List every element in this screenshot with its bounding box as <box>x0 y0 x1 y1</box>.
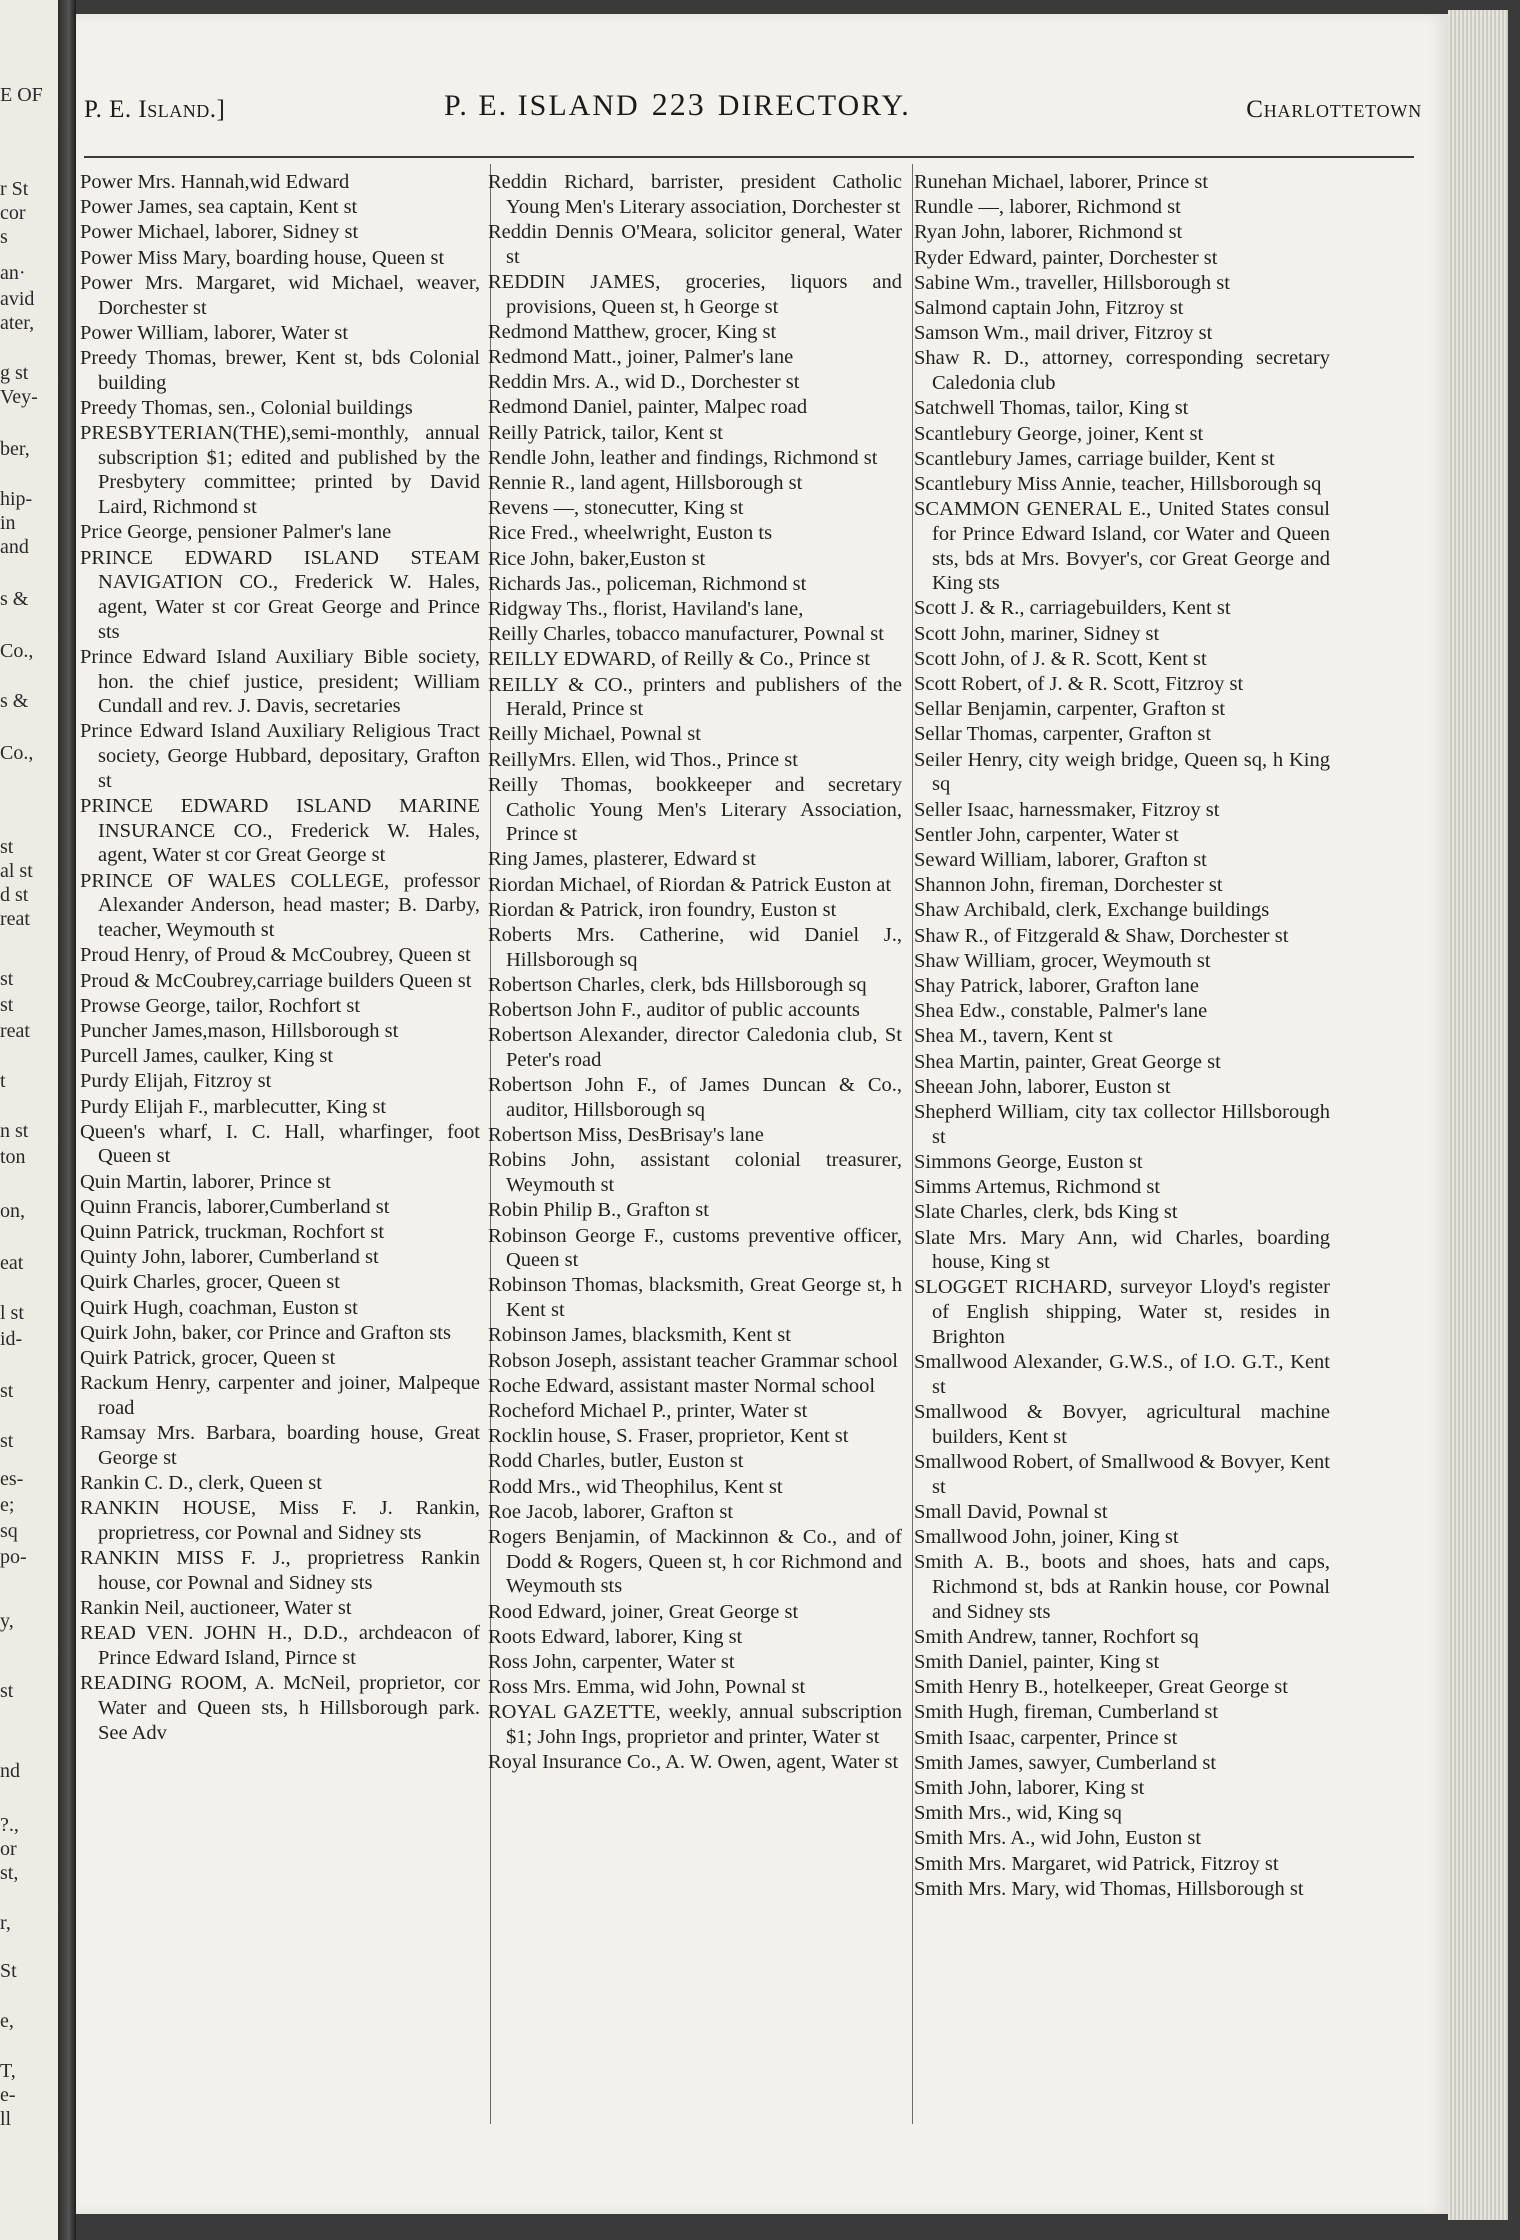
directory-entry: Sellar Thomas, carpenter, Grafton st <box>914 723 1212 746</box>
facing-page-fragment: st <box>0 836 14 858</box>
header-right: Charlottetown <box>1246 96 1422 123</box>
directory-entry: Reddin Dennis O'Meara, solicitor general, Water st <box>488 220 902 268</box>
directory-entry: Rocklin house, S. Fraser, proprietor, Kent st <box>488 1425 849 1448</box>
directory-entry: Scott J. & R., carriagebuilders, Kent st <box>914 597 1231 620</box>
directory-entry: Ridgway Ths., florist, Haviland's lane, <box>488 597 804 620</box>
directory-entry: Slate Mrs. Mary Ann, wid Charles, boarding house, King st <box>914 1226 1330 1274</box>
facing-page-fragment: ?., <box>0 1814 19 1836</box>
facing-page-fragment: Co., <box>0 742 34 764</box>
facing-page-fragment: g st <box>0 362 29 384</box>
directory-entry: READING ROOM, A. McNeil, proprietor, cor Water and Queen sts, h Hillsborough park. See Adv <box>80 1672 480 1744</box>
directory-entry: Reddin Richard, barrister, president Catholic Young Men's Literary association, Dorchester st <box>488 171 902 218</box>
facing-page-fragment: st <box>0 994 14 1016</box>
directory-entry: Ryan John, laborer, Richmond st <box>914 221 1183 244</box>
directory-entry: Power James, sea captain, Kent st <box>80 196 358 219</box>
directory-entry: PRESBYTERIAN(THE),semi-monthly, annual subscription $1; edited and published by the Presbytery committee; printed by David Laird, Richmond st <box>80 422 480 519</box>
book-gutter <box>58 0 76 2240</box>
directory-entry: Power Miss Mary, boarding house, Queen st <box>80 246 445 269</box>
directory-entry: Shaw R. D., attorney, corresponding secretary Caledonia club <box>914 347 1330 395</box>
directory-entry: Smallwood Alexander, G.W.S., of I.O. G.T., Kent st <box>914 1351 1330 1398</box>
directory-entry: Power Mrs. Margaret, wid Michael, weaver, Dorchester st <box>80 271 480 319</box>
facing-page-fragment: ber, <box>0 438 30 460</box>
directory-entry: Riordan Michael, of Riordan & Patrick Euston at <box>488 873 892 896</box>
directory-entry: Robinson James, blacksmith, Kent st <box>488 1324 791 1347</box>
directory-entry: Smallwood John, joiner, King st <box>914 1525 1179 1548</box>
facing-page-fragment: r St <box>0 178 29 200</box>
facing-page-fragment: eat <box>0 1252 24 1274</box>
directory-entry: Robins John, assistant colonial treasurer, Weymouth st <box>488 1149 902 1197</box>
directory-entry: Smith Mrs. A., wid John, Euston st <box>914 1827 1202 1850</box>
directory-entry: Smith Isaac, carpenter, Prince st <box>914 1726 1178 1749</box>
facing-page-fragment: s <box>0 226 8 248</box>
directory-entry: Roberts Mrs. Catherine, wid Daniel J., Hillsborough sq <box>488 924 902 971</box>
directory-entry: Shay Patrick, laborer, Grafton lane <box>914 975 1199 997</box>
directory-entry: Roots Edward, laborer, King st <box>488 1625 743 1648</box>
directory-entry: Smith Mrs. Margaret, wid Patrick, Fitzroy st <box>914 1852 1279 1875</box>
directory-entry: Shaw Archibald, clerk, Exchange buildings <box>914 899 1270 922</box>
directory-entry: Scantlebury Miss Annie, teacher, Hillsborough sq <box>914 472 1322 495</box>
directory-entry: Scott John, of J. & R. Scott, Kent st <box>914 647 1207 670</box>
directory-entry: Small David, Pownal st <box>914 1500 1108 1523</box>
facing-page-fragment: t <box>0 1070 6 1092</box>
directory-entry: Runehan Michael, laborer, Prince st <box>914 171 1209 193</box>
directory-entry: Rice John, baker,Euston st <box>488 547 706 570</box>
directory-entry: Shannon John, fireman, Dorchester st <box>914 874 1223 897</box>
directory-entry: Smith Andrew, tanner, Rochfort sq <box>914 1625 1199 1648</box>
directory-entry: Prince Edward Island Auxiliary Bible society, hon. the chief justice, president; William Cundall and rev. J. Davis, secretaries <box>80 645 480 718</box>
directory-entry: Quirk John, baker, cor Prince and Grafton sts <box>80 1321 451 1344</box>
directory-entry: Simms Artemus, Richmond st <box>914 1176 1161 1199</box>
column-divider <box>912 164 913 2124</box>
header-center <box>444 86 911 123</box>
directory-entry: Samson Wm., mail driver, Fitzroy st <box>914 322 1213 345</box>
facing-page-fragment: e- <box>0 2084 16 2106</box>
directory-entry: Quirk Hugh, coachman, Euston st <box>80 1296 358 1319</box>
directory-entry: Scantlebury James, carriage builder, Kent st <box>914 447 1275 470</box>
directory-entry: Rendle John, leather and findings, Richmond st <box>488 446 878 469</box>
directory-entry: Purcell James, caulker, King st <box>80 1045 334 1068</box>
directory-entry: Shepherd William, city tax collector Hillsborough st <box>914 1101 1330 1148</box>
directory-entry: Puncher James,mason, Hillsborough st <box>80 1019 399 1042</box>
directory-entry: Shea Martin, painter, Great George st <box>914 1050 1221 1073</box>
facing-page-fragment: E OF <box>0 84 43 106</box>
facing-page-fragment: nd <box>0 1760 20 1782</box>
facing-page-fragment: id- <box>0 1328 23 1350</box>
directory-entry: Smallwood Robert, of Smallwood & Bovyer, Kent st <box>914 1450 1330 1498</box>
directory-entry: Robinson George F., customs preventive officer, Queen st <box>488 1224 902 1272</box>
directory-entry: Rice Fred., wheelwright, Euston ts <box>488 522 773 545</box>
directory-entry: Smallwood & Bovyer, agricultural machine builders, Kent st <box>914 1400 1330 1448</box>
column-3 <box>914 170 1330 2130</box>
directory-entry: Smith Henry B., hotelkeeper, Great George st <box>914 1676 1288 1699</box>
directory-entry: Rundle —, laborer, Richmond st <box>914 196 1181 219</box>
directory-entry: Rogers Benjamin, of Mackinnon & Co., and of Dodd & Rogers, Queen st, h cor Richmond and Weymouth sts <box>488 1525 902 1598</box>
directory-entry: REILLY & CO., printers and publishers of the Herald, Prince st <box>488 673 902 721</box>
directory-entry: Roe Jacob, laborer, Grafton st <box>488 1500 734 1523</box>
directory-entry: Prowse George, tailor, Rochfort st <box>80 994 361 1017</box>
directory-entry: Simmons George, Euston st <box>914 1150 1143 1173</box>
directory-entry: SLOGGET RICHARD, surveyor Lloyd's register of English shipping, Water st, resides in Brighton <box>914 1276 1330 1348</box>
directory-entry: Salmond captain John, Fitzroy st <box>914 297 1184 320</box>
directory-entry: ReillyMrs. Ellen, wid Thos., Prince st <box>488 748 798 771</box>
facing-page-fragment: reat <box>0 1020 30 1042</box>
directory-entry: Shaw R., of Fitzgerald & Shaw, Dorchester st <box>914 924 1289 947</box>
facing-page-fragment: T, <box>0 2060 16 2082</box>
directory-entry: RANKIN HOUSE, Miss F. J. Rankin, proprietress, cor Pownal and Sidney sts <box>80 1497 480 1544</box>
facing-page-fragment: st <box>0 1430 14 1452</box>
directory-entry: Ryder Edward, painter, Dorchester st <box>914 246 1218 269</box>
directory-entry: READ VEN. JOHN H., D.D., archdeacon of Prince Edward Island, Pirnce st <box>80 1622 480 1669</box>
directory-entry: Ross John, carpenter, Water st <box>488 1650 735 1673</box>
header-title-end: DIRECTORY. <box>717 89 911 122</box>
facing-page-fragment: in <box>0 512 16 534</box>
facing-page-fragment: st, <box>0 1862 19 1884</box>
directory-entry: Quirk Patrick, grocer, Queen st <box>80 1347 336 1370</box>
directory-entry: Robertson John F., of James Duncan & Co., auditor, Hillsborough sq <box>488 1074 902 1122</box>
directory-entry: Redmond Matt., joiner, Palmer's lane <box>488 345 794 368</box>
directory-entry: SCAMMON GENERAL E., United States consul for Prince Edward Island, cor Water and Queen sts, bds at Mrs. Bovyer's, cor Great George and King sts <box>914 498 1330 595</box>
facing-page-fragment: n st <box>0 1120 29 1142</box>
facing-page-fragment: r, <box>0 1912 11 1934</box>
directory-entry: Purdy Elijah F., marblecutter, King st <box>80 1095 387 1118</box>
column-2 <box>488 170 902 2130</box>
facing-page-fragment: st <box>0 968 14 990</box>
directory-entry: Scott John, mariner, Sidney st <box>914 622 1160 645</box>
directory-entry: Rodd Charles, butler, Euston st <box>488 1450 744 1473</box>
directory-entry: Riordan & Patrick, iron foundry, Euston st <box>488 898 837 921</box>
facing-page-fragment: es- <box>0 1468 24 1490</box>
facing-page-fragment: an· <box>0 262 26 284</box>
directory-page <box>76 14 1448 2214</box>
directory-entry: PRINCE EDWARD ISLAND MARINE INSURANCE CO., Frederick W. Hales, agent, Water st cor Great George st <box>80 795 480 867</box>
facing-page-fragment: reat <box>0 908 30 930</box>
directory-entry: ROYAL GAZETTE, weekly, annual subscription $1; John Ings, proprietor and printer, Water st <box>488 1701 902 1749</box>
directory-entry: Reilly Michael, Pownal st <box>488 723 701 746</box>
facing-page-fragment: Vey- <box>0 386 38 408</box>
facing-page-fragment: s & <box>0 588 29 610</box>
facing-page-fragment: e; <box>0 1494 15 1516</box>
page-stack-edges <box>1448 10 1508 2220</box>
directory-entry: Shea M., tavern, Kent st <box>914 1025 1113 1048</box>
facing-page-fragment: Co., <box>0 640 34 662</box>
directory-entry: Revens —, stonecutter, King st <box>488 497 744 520</box>
directory-entry: Quinn Francis, laborer,Cumberland st <box>80 1195 390 1218</box>
directory-entry: Ring James, plasterer, Edward st <box>488 848 756 871</box>
facing-page-fragment: e, <box>0 2010 14 2032</box>
facing-page-fragment: ton <box>0 1146 26 1168</box>
facing-page-fragment: sq <box>0 1520 18 1542</box>
directory-entry: Redmond Matthew, grocer, King st <box>488 320 777 343</box>
facing-page-fragment: po- <box>0 1546 27 1568</box>
directory-entry: Rennie R., land agent, Hillsborough st <box>488 471 803 494</box>
directory-entry: Sabine Wm., traveller, Hillsborough st <box>914 271 1230 294</box>
directory-entry: Reddin Mrs. A., wid D., Dorchester st <box>488 371 800 394</box>
directory-entry: Seller Isaac, harnessmaker, Fitzroy st <box>914 798 1220 821</box>
directory-entry: Reilly Thomas, bookkeeper and secretary Catholic Young Men's Literary Association, Prince st <box>488 773 902 846</box>
directory-entry: Preedy Thomas, brewer, Kent st, bds Colonial building <box>80 346 480 394</box>
directory-entry: Ramsay Mrs. Barbara, boarding house, Great George st <box>80 1422 480 1469</box>
directory-entry: Satchwell Thomas, tailor, King st <box>914 397 1189 420</box>
directory-entry: Quirk Charles, grocer, Queen st <box>80 1271 340 1294</box>
directory-entry: Smith John, laborer, King st <box>914 1777 1145 1799</box>
directory-entry: Quinn Patrick, truckman, Rochfort st <box>80 1221 385 1244</box>
facing-page-fragment: s & <box>0 690 29 712</box>
facing-page-fragment: ater, <box>0 312 35 334</box>
directory-entry: Sheean John, laborer, Euston st <box>914 1075 1171 1098</box>
directory-entry: Smith Mrs. Mary, wid Thomas, Hillsborough st <box>914 1877 1304 1900</box>
facing-page-fragment: cor <box>0 202 26 224</box>
facing-page-fragment: l st <box>0 1302 24 1324</box>
directory-entry: Robinson Thomas, blacksmith, Great George st, h Kent st <box>488 1274 902 1322</box>
directory-entry: Richards Jas., policeman, Richmond st <box>488 572 807 595</box>
directory-entry: Proud Henry, of Proud & McCoubrey, Queen st <box>80 944 471 967</box>
directory-entry: Power Michael, laborer, Sidney st <box>80 221 359 244</box>
header-title: P. E. ISLAND <box>444 89 640 122</box>
directory-entry: Power William, laborer, Water st <box>80 321 349 344</box>
facing-page-fragment: or <box>0 1838 17 1860</box>
facing-page-fragment: d st <box>0 884 29 906</box>
directory-entry: Roche Edward, assistant master Normal school <box>488 1374 876 1397</box>
facing-page-fragment: y, <box>0 1610 14 1632</box>
directory-entry: Sellar Benjamin, carpenter, Grafton st <box>914 698 1226 721</box>
facing-page-fragment: and <box>0 536 29 558</box>
facing-page-fragment: on, <box>0 1200 25 1222</box>
directory-entry: Robin Philip B., Grafton st <box>488 1199 709 1222</box>
running-header <box>84 86 1422 134</box>
directory-entry: Seward William, laborer, Grafton st <box>914 848 1207 871</box>
directory-entry: Rankin C. D., clerk, Queen st <box>80 1472 322 1495</box>
directory-entry: Smith James, sawyer, Cumberland st <box>914 1751 1217 1774</box>
directory-entry: Price George, pensioner Palmer's lane <box>80 521 392 544</box>
directory-entry: REILLY EDWARD, of Reilly & Co., Prince st <box>488 648 871 671</box>
directory-entry: Rodd Mrs., wid Theophilus, Kent st <box>488 1475 783 1498</box>
facing-page-edge <box>0 0 58 2240</box>
directory-entry: Reilly Charles, tobacco manufacturer, Pownal st <box>488 623 884 646</box>
directory-entry: Quin Martin, laborer, Prince st <box>80 1170 331 1193</box>
directory-entry: Rocheford Michael P., printer, Water st <box>488 1399 808 1422</box>
directory-entry: Power Mrs. Hannah,wid Edward <box>80 171 350 193</box>
facing-page-fragment: St <box>0 1960 17 1982</box>
directory-entry: RANKIN MISS F. J., proprietress Rankin house, cor Pownal and Sidney sts <box>80 1547 480 1594</box>
directory-entry: Smith Daniel, painter, King st <box>914 1650 1160 1673</box>
directory-entry: Preedy Thomas, sen., Colonial buildings <box>80 396 413 419</box>
facing-page-fragment: st <box>0 1680 14 1702</box>
directory-entry: Robertson Charles, clerk, bds Hillsborough sq <box>488 974 867 996</box>
directory-entry: PRINCE OF WALES COLLEGE, professor Alexander Anderson, head master; B. Darby, teacher, Weymouth st <box>80 869 480 942</box>
directory-entry: Quinty John, laborer, Cumberland st <box>80 1246 379 1269</box>
facing-page-fragment: st <box>0 1380 14 1402</box>
directory-entry: Proud & McCoubrey,carriage builders Queen st <box>80 969 472 992</box>
directory-entry: Rackum Henry, carpenter and joiner, Malpeque road <box>80 1372 480 1419</box>
header-left: P. E. Island.] <box>84 96 226 123</box>
header-rule <box>84 156 1414 158</box>
directory-entry: Shaw William, grocer, Weymouth st <box>914 949 1211 972</box>
directory-entry: Ross Mrs. Emma, wid John, Pownal st <box>488 1676 806 1699</box>
directory-entry: Rankin Neil, auctioneer, Water st <box>80 1597 352 1620</box>
directory-entry: Robson Joseph, assistant teacher Grammar school <box>488 1349 898 1372</box>
facing-page-fragment: avid <box>0 288 35 310</box>
directory-entry: Purdy Elijah, Fitzroy st <box>80 1070 272 1093</box>
directory-entry: Smith Hugh, fireman, Cumberland st <box>914 1701 1219 1724</box>
directory-entry: Robertson John F., auditor of public accounts <box>488 999 860 1022</box>
directory-entry: Sentler John, carpenter, Water st <box>914 823 1179 846</box>
directory-entry: Scott Robert, of J. & R. Scott, Fitzroy st <box>914 673 1244 696</box>
facing-page-fragment: al st <box>0 860 33 882</box>
directory-entry: Smith Mrs., wid, King sq <box>914 1802 1122 1825</box>
directory-entry: Smith A. B., boots and shoes, hats and caps, Richmond st, bds at Rankin house, cor Pownal and Sidney sts <box>914 1551 1330 1623</box>
directory-entry: Scantlebury George, joiner, Kent st <box>914 422 1204 445</box>
facing-page-fragment: ll <box>0 2108 12 2130</box>
directory-entry: Slate Charles, clerk, bds King st <box>914 1201 1178 1224</box>
directory-entry: Royal Insurance Co., A. W. Owen, agent, Water st <box>488 1751 899 1774</box>
directory-entry: Prince Edward Island Auxiliary Religious Tract society, George Hubbard, depositary, Grafton st <box>80 720 480 792</box>
directory-entry: Redmond Daniel, painter, Malpec road <box>488 396 808 419</box>
directory-entry: PRINCE EDWARD ISLAND STEAM NAVIGATION CO., Frederick W. Hales, agent, Water st cor Great George and Prince sts <box>80 546 480 643</box>
directory-entry: Robertson Miss, DesBrisay's lane <box>488 1124 764 1147</box>
directory-entry: Seiler Henry, city weigh bridge, Queen sq, h King sq <box>914 748 1330 796</box>
facing-page-fragment: hip- <box>0 488 33 510</box>
directory-entry: Reilly Patrick, tailor, Kent st <box>488 421 723 444</box>
directory-entry: Robertson Alexander, director Caledonia club, St Peter's road <box>488 1024 902 1072</box>
directory-entry: Rood Edward, joiner, Great George st <box>488 1600 799 1623</box>
directory-entry: REDDIN JAMES, groceries, liquors and provisions, Queen st, h George st <box>488 270 902 318</box>
page-number: 223 <box>651 86 706 122</box>
directory-entry: Queen's wharf, I. C. Hall, wharfinger, foot Queen st <box>80 1120 480 1168</box>
column-1 <box>80 170 480 2130</box>
directory-entry: Shea Edw., constable, Palmer's lane <box>914 1000 1208 1023</box>
